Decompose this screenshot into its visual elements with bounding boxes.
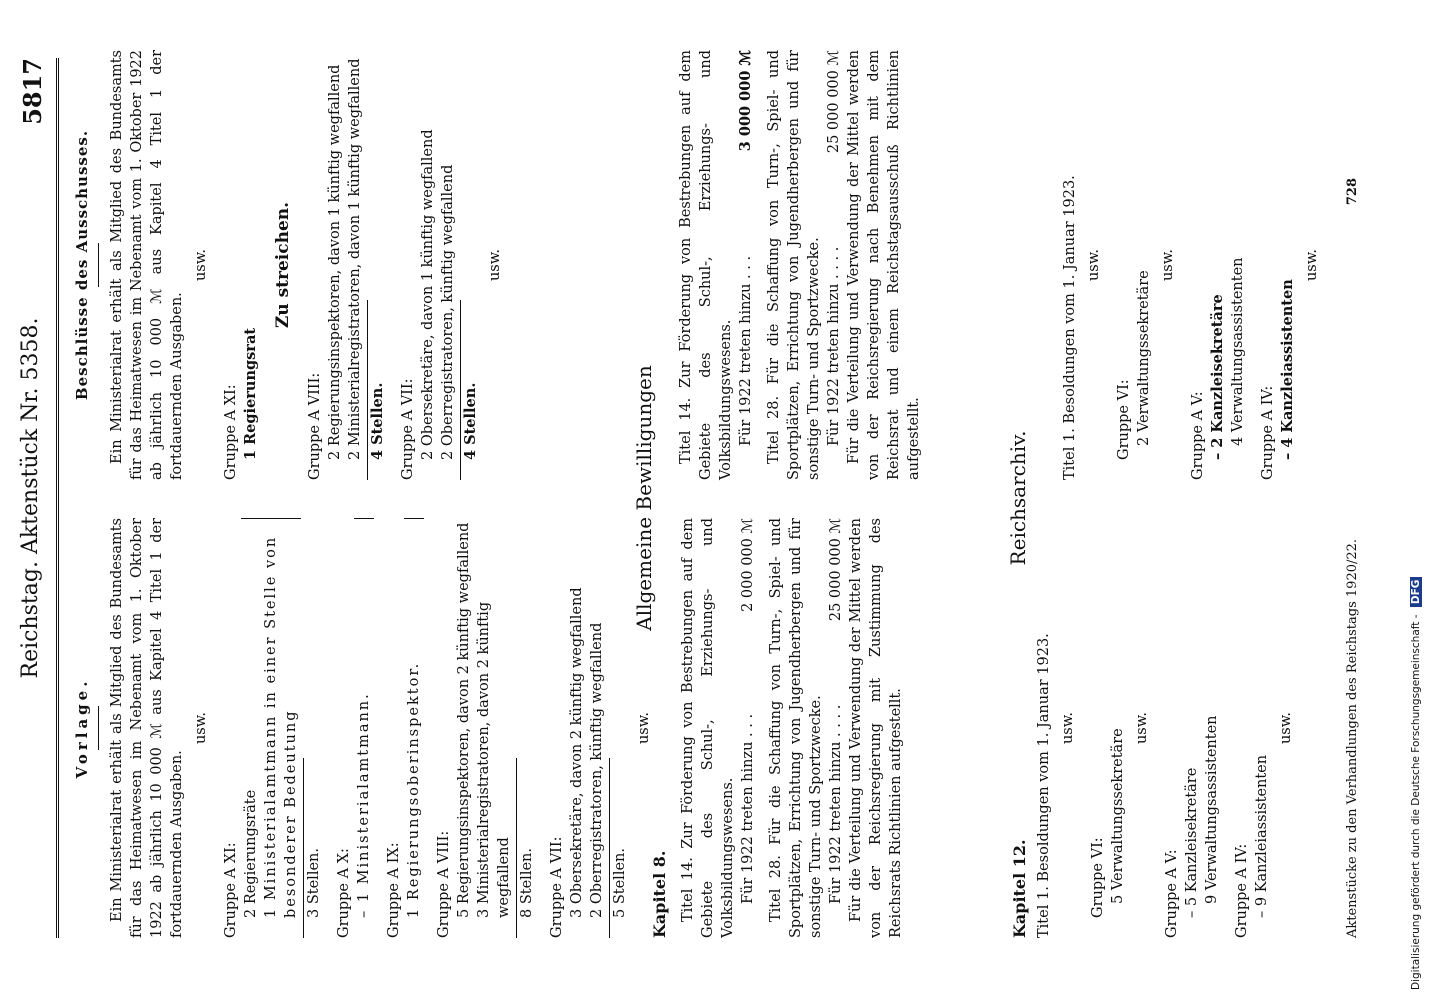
usw: usw. [636,711,652,745]
right-intro: Ein Ministerialrat erhält als Mitglied des Bundesamts für das Heimatwesen im Nebenamt vom 1. Oktober 1922 ab jährlich 10 000 ℳ aus Kapitel 4 Titel 1 der fortdauernden Ausgaben. [109,50,185,480]
group-title: Gruppe A X: [336,848,352,938]
group-item: 1 Regierungsrat [242,327,259,460]
right-titel-28-amount [824,50,844,480]
group-item: 2 Verwaltungssekretäre [1136,270,1152,446]
group-item: 4 Verwaltungsassistenten [1230,257,1246,446]
left-column-mid [640,518,906,938]
left-titel-28-note: Für die Verteilung und Verwendung der Mittel werden von der Reichsregierung mit Zustimmung des Reichsrats Richtlinien aufgestellt. [848,518,904,938]
left-k12-titel-1: Titel 1. Besoldungen vom 1. Januar 1923. [1036,633,1052,938]
left-titel-14: Titel 14. Zur Förderung von Bestrebungen auf dem Gebiete des Schul-, Erziehungs- und Volksbildungswesens. [680,518,736,938]
left-column-bottom [1000,518,1300,938]
right-k12-titel-1: Titel 1. Besoldungen vom 1. Januar 1923. [1062,175,1078,480]
group-total: 4 Stellen. [460,300,481,480]
group-total: 3 Stellen. [303,758,324,938]
usw: usw. [1278,711,1294,745]
right-titel-28: Titel 28. Für die Schaffung von Turn-, Spiel- und Sportplätzen, Errichtung von Jugendherbergen und für sonstige Turn- und Sportzwecke. [766,50,822,480]
usw: usw. [193,248,209,282]
left-titel-28: Titel 28. Für die Schaffung von Turn-, Spiel- und Sportplätzen, Errichtung von Jugendherbergen und für sonstige Turn- und Sportzwecke. [768,518,824,938]
amount-value: 3 000 000 ℳ [737,50,754,152]
usw: usw. [193,711,209,745]
group-item: – 9 Kanzleiassistenten [1254,754,1270,918]
left-column-top [72,518,658,938]
amount-label: Für 1922 treten hinzu . . . . [826,246,842,446]
amount-value: 25 000 000 ℳ [826,50,842,154]
left-group-axi [221,518,324,938]
usw: usw. [1304,248,1320,282]
right-column-top [72,50,509,480]
usw: usw. [1060,711,1076,745]
left-k12-group-av [1162,518,1222,938]
zu-streichen: Zu streichen. [273,201,293,329]
right-titel-28-note: Für die Verteilung und Verwendung der Mittel werden von der Reichsregierung nach Benehmen mit dem Reichsrat und einem Reichstagsausschuß Richtlinien aufgestellt. [846,50,922,480]
usw: usw. [1086,248,1102,282]
left-k12-group-vi [1088,518,1128,938]
group-title: Gruppe A IV: [1260,385,1276,480]
group-item: – 5 Kanzleisekretäre [1184,767,1200,918]
group-title: Gruppe A VII: [400,378,416,480]
group-item: 5 Regierungsinspektoren, davon 2 künftig wegfallend [456,522,472,918]
group-title: Gruppe A VIII: [307,372,323,480]
group-title: Gruppe A IV: [1234,843,1250,938]
right-k12-group-aiv [1258,50,1298,480]
group-title: Gruppe VI: [1090,837,1106,918]
left-group-aviii [434,518,537,938]
title-rule [98,243,99,287]
amount-value: 2 000 000 ℳ [740,518,756,612]
usw: usw. [1134,711,1150,745]
right-title: Beschlüsse des Ausschusses. [73,129,91,401]
group-item: – 1 Ministerialamtmann. [354,518,374,938]
group-title: Gruppe A VII: [549,836,565,938]
left-k12-group-aiv [1232,518,1272,938]
group-total: 5 Stellen. [609,758,630,938]
section-reichsarchiv: Reichsarchiv. [1006,430,1030,566]
amount-label: Für 1922 treten hinzu . . . . [828,704,844,904]
group-item: 2 Obersekretäre, davon 1 künftig wegfallend [420,129,436,460]
left-intro: Ein Ministerialrat erhält als Mitglied des Bundesamts für das Heimatwesen im Nebenamt vom 1. Oktober 1922 ab jährlich 10 000 ℳ aus Kapitel 4 Titel 1 der fortdauernden Ausgaben. [109,518,185,938]
footer-text: Aktenstücke zu den Verhandlungen des Reichstags 1920/22. [1345,538,1360,938]
left-titel-28-amount [826,518,846,938]
page-footer [1345,58,1360,938]
amount-label: Für 1922 treten hinzu . . . [740,713,756,904]
group-item: 2 Regierungsinspektoren, davon 1 künftig wegfallend [327,64,343,460]
section-allgemeine-bewilligungen: Allgemeine Bewilligungen [632,365,656,631]
right-column-mid [676,50,924,480]
header-title: Reichstag. Aktenstück Nr. 5358. [18,317,43,679]
dfg-logo: DFG [1410,577,1422,608]
group-title: Gruppe A V: [1190,391,1206,480]
right-k12-group-vi [1114,50,1154,480]
group-item: 1 Ministerialamtmann in einer Stelle von besonderer Bedeutung [263,535,299,918]
group-item: 1 Regierungsoberinspektor. [404,518,424,938]
left-group-ax [334,518,374,938]
group-item: – 2 Kanzleisekretäre [1209,294,1226,460]
title-rule [98,706,99,750]
group-item: 2 Oberregistratoren, künftig wegfallend [440,164,456,460]
group-title: Gruppe A XI: [223,842,239,938]
page-number: 5817 [18,58,47,125]
left-kapitel-12: Kapitel 12. [1010,839,1029,938]
left-group-avii [547,518,630,938]
group-item: 5 Verwaltungssekretäre [1110,728,1126,904]
group-title: Gruppe A XI: [223,384,239,480]
header-rule [56,58,59,938]
right-titel-14-amount [736,50,756,480]
right-k12-group-av [1188,50,1248,480]
credit-text: Digitalisierung gefördert durch die Deutsche Forschungsgemeinschaft - [1410,614,1422,990]
group-title: Gruppe A V: [1164,849,1180,938]
group-item: 2 Ministerialregistratoren, davon 1 künftig wegfallend [347,58,363,460]
group-title: Gruppe VI: [1116,379,1132,460]
right-column-bottom [1060,50,1326,480]
group-item: 2 Oberregistratoren, künftig wegfallend [589,622,605,918]
left-title: Vorlage. [73,677,91,779]
group-item: 9 Verwaltungsassistenten [1204,715,1220,904]
right-group-axi [221,50,261,480]
group-item: 2 Regierungsräte [243,789,259,918]
group-total: 4 Stellen. [367,300,388,480]
left-group-aix [384,518,424,938]
group-title: Gruppe A VIII: [436,830,452,938]
group-item: 3 Obersekretäre, davon 2 künftig wegfallend [569,587,585,918]
group-title: Gruppe A IX: [386,842,402,938]
right-group-aviii [305,50,388,480]
left-kapitel-8: Kapitel 8. [650,850,669,938]
usw: usw. [487,248,503,282]
group-total: 8 Stellen. [516,758,537,938]
digitization-credit [1410,10,1422,990]
left-titel-14-amount [738,518,758,938]
group-item: 3 Ministerialregistratoren, davon 2 künftig wegfallend [476,601,512,918]
usw: usw. [1160,248,1176,282]
page-header [10,58,56,938]
right-titel-14: Titel 14. Zur Förderung von Bestrebungen auf dem Gebiete des Schul-, Erziehungs- und Volksbildungswesens. [678,50,734,480]
right-group-avii [398,50,481,480]
amount-label: Für 1922 treten hinzu . . . [738,255,754,446]
footer-page: 728 [1345,178,1360,206]
amount-value: 25 000 000 ℳ [828,518,844,622]
group-bracket [241,518,301,938]
group-item: – 4 Kanzleiassistenten [1279,279,1296,460]
